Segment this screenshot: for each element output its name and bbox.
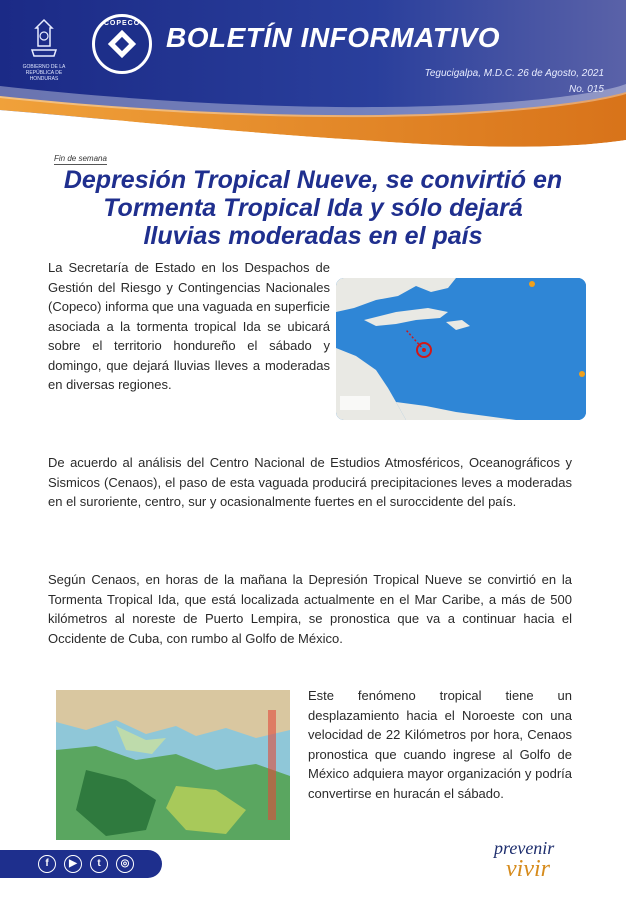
- copeco-logo: [92, 14, 152, 74]
- social-media-bar: [0, 850, 162, 878]
- government-logo: [14, 16, 74, 82]
- article-paragraph-3: Según Cenaos, en horas de la mañana la Depresión Tropical Nueve se convirtió en la Tormenta Tropical Ida, que está localizada actualmente en el Mar Caribe, a más de 500 kilómetros al noreste de Puerto Lempira, se pronostica que va a continuar hacia el Occidente de Cuba, con rumbo al Golfo de México.: [48, 572, 572, 646]
- article-headline: [20, 166, 606, 250]
- headline-line-1: Depresión Tropical Nueve, se convirtió en: [63, 166, 563, 194]
- rainfall-forecast-map-image: [56, 690, 290, 840]
- government-seal-icon: [14, 16, 74, 64]
- article-kicker: Fin de semana: [54, 154, 107, 163]
- rainfall-map-icon: [56, 690, 290, 840]
- article-paragraph-1: La Secretaría de Estado en los Despachos de Gestión del Riesgo y Contingencias Nacionales (Copeco) informa que una vaguada en superficie asociada a la tormenta tropical Ida se ubicará sobre el territorio hondureño el sábado y domingo, que dejará lluvias lleves a moderadas en diversas regiones.: [48, 260, 330, 392]
- slogan-vivir: vivir: [506, 856, 550, 882]
- government-logo-label: GOBIERNO DE LA REPÚBLICA DE HONDURAS: [22, 64, 66, 82]
- bulletin-date: Tegucigalpa, M.D.C. 26 de Agosto, 2021: [424, 68, 604, 79]
- headline-line-2: Tormenta Tropical Ida y sólo dejará: [103, 194, 523, 222]
- slogan-prevenir: prevenir: [494, 838, 555, 858]
- twitter-icon[interactable]: t: [90, 855, 108, 873]
- instagram-icon[interactable]: ◎: [116, 855, 134, 873]
- bulletin-header: [0, 0, 626, 150]
- bulletin-number: No. 015: [568, 84, 604, 95]
- copeco-logo-label: COPECO: [103, 20, 141, 27]
- caribbean-map-icon: [336, 278, 586, 420]
- headline-line-3: lluvias moderadas en el país: [143, 222, 483, 250]
- article-paragraph-2: De acuerdo al análisis del Centro Nacional de Estudios Atmosféricos, Oceanográficos y Sismicos (Cenaos), el paso de esta vaguada producirá precipitaciones leves a moderadas en el suroriente, centro, sur y ocasionalmente fuertes en el suroccidente del país.: [48, 455, 572, 509]
- facebook-icon[interactable]: f: [38, 855, 56, 873]
- storm-track-map-image: [336, 278, 586, 420]
- article-paragraph-4: Este fenómeno tropical tiene un desplazamiento hacia el Noroeste con una velocidad de 22 Kilómetros por hora, Cenaos pronostica que cuando ingrese al Golfo de México adquiera mayor organización y podría convertirse en huracán el sábado.: [308, 688, 572, 801]
- youtube-icon[interactable]: ▶: [64, 855, 82, 873]
- bulletin-title: BOLETÍN INFORMATIVO: [166, 22, 501, 53]
